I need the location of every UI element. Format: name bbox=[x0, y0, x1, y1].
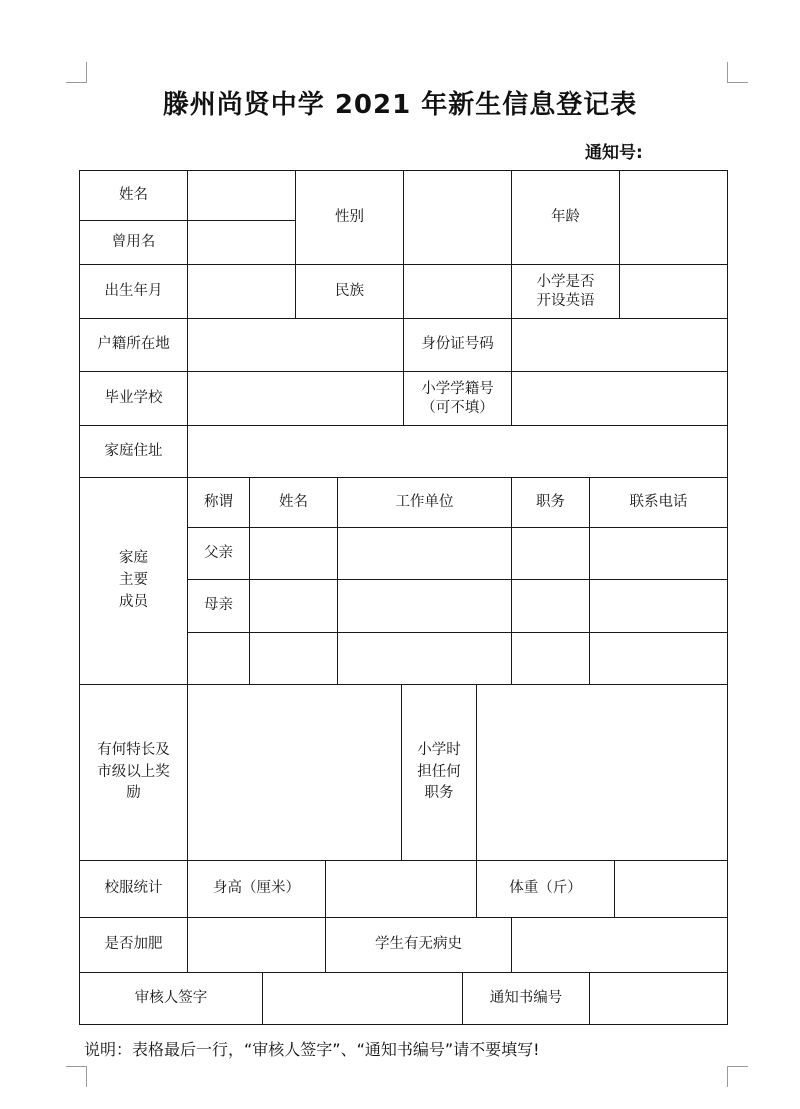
notice-no-field[interactable] bbox=[589, 972, 727, 1024]
weight-label: 体重（斤） bbox=[476, 860, 614, 917]
notice-no-label: 通知书编号 bbox=[462, 972, 589, 1024]
crop-mark-top-right bbox=[727, 62, 748, 83]
english-label: 小学是否 开设英语 bbox=[511, 264, 619, 318]
talents-field[interactable] bbox=[187, 684, 401, 860]
father-name-field[interactable] bbox=[249, 527, 337, 579]
father-position-field[interactable] bbox=[511, 527, 589, 579]
height-field[interactable] bbox=[325, 860, 476, 917]
school-label: 毕业学校 bbox=[79, 371, 187, 425]
illness-label: 学生有无病史 bbox=[325, 917, 511, 972]
ethnicity-field[interactable] bbox=[403, 264, 511, 318]
age-field[interactable] bbox=[619, 170, 727, 264]
address-label: 家庭住址 bbox=[79, 425, 187, 477]
fam-position-header: 职务 bbox=[511, 477, 589, 527]
mother-phone-field[interactable] bbox=[589, 579, 727, 632]
hukou-field[interactable] bbox=[187, 318, 403, 371]
gender-field[interactable] bbox=[403, 170, 511, 264]
family-label: 家庭 主要 成员 bbox=[79, 477, 187, 684]
fertilizer-field[interactable] bbox=[187, 917, 325, 972]
birth-label: 出生年月 bbox=[79, 264, 187, 318]
height-label: 身高（厘米） bbox=[187, 860, 325, 917]
fam-name-header: 姓名 bbox=[249, 477, 337, 527]
hukou-label: 户籍所在地 bbox=[79, 318, 187, 371]
fam-work-header: 工作单位 bbox=[337, 477, 511, 527]
father-label: 父亲 bbox=[187, 527, 249, 579]
other-phone-field[interactable] bbox=[589, 632, 727, 684]
other-relation-field[interactable] bbox=[187, 632, 249, 684]
mother-label: 母亲 bbox=[187, 579, 249, 632]
other-work-field[interactable] bbox=[337, 632, 511, 684]
reviewer-field[interactable] bbox=[262, 972, 462, 1024]
ethnicity-label: 民族 bbox=[295, 264, 403, 318]
age-label: 年龄 bbox=[511, 170, 619, 264]
mother-position-field[interactable] bbox=[511, 579, 589, 632]
fertilizer-label: 是否加肥 bbox=[79, 917, 187, 972]
crop-mark-bottom-right bbox=[727, 1066, 748, 1087]
name-field[interactable] bbox=[187, 170, 295, 220]
birth-field[interactable] bbox=[187, 264, 295, 318]
uniform-label: 校服统计 bbox=[79, 860, 187, 917]
former-name-field[interactable] bbox=[187, 220, 295, 264]
student-id-field[interactable] bbox=[511, 371, 727, 425]
talents-label: 有何特长及 市级以上奖 励 bbox=[79, 684, 187, 860]
name-label: 姓名 bbox=[79, 170, 187, 220]
gender-label: 性别 bbox=[295, 170, 403, 264]
id-number-field[interactable] bbox=[511, 318, 727, 371]
mother-work-field[interactable] bbox=[337, 579, 511, 632]
id-number-label: 身份证号码 bbox=[403, 318, 511, 371]
crop-mark-bottom-left bbox=[66, 1066, 87, 1087]
school-field[interactable] bbox=[187, 371, 403, 425]
illness-field[interactable] bbox=[511, 917, 727, 972]
english-field[interactable] bbox=[619, 264, 727, 318]
reviewer-label: 审核人签字 bbox=[79, 972, 262, 1024]
father-phone-field[interactable] bbox=[589, 527, 727, 579]
fam-relation-header: 称谓 bbox=[187, 477, 249, 527]
address-field[interactable] bbox=[187, 425, 727, 477]
other-name-field[interactable] bbox=[249, 632, 337, 684]
weight-field[interactable] bbox=[614, 860, 727, 917]
notice-number-label: 通知号: bbox=[585, 143, 643, 163]
mother-name-field[interactable] bbox=[249, 579, 337, 632]
father-work-field[interactable] bbox=[337, 527, 511, 579]
table-bottom-border bbox=[79, 1024, 728, 1025]
fam-phone-header: 联系电话 bbox=[589, 477, 727, 527]
primary-position-field[interactable] bbox=[476, 684, 727, 860]
form-title: 滕州尚贤中学 2021 年新生信息登记表 bbox=[162, 90, 638, 120]
other-position-field[interactable] bbox=[511, 632, 589, 684]
primary-position-label: 小学时 担任何 职务 bbox=[401, 684, 476, 860]
student-id-label: 小学学籍号 （可不填） bbox=[403, 371, 511, 425]
former-name-label: 曾用名 bbox=[79, 220, 187, 264]
footnote: 说明：表格最后一行，“审核人签字”、“通知书编号”请不要填写! bbox=[84, 1040, 540, 1059]
crop-mark-top-left bbox=[66, 62, 87, 83]
table-right-border bbox=[727, 170, 728, 1025]
